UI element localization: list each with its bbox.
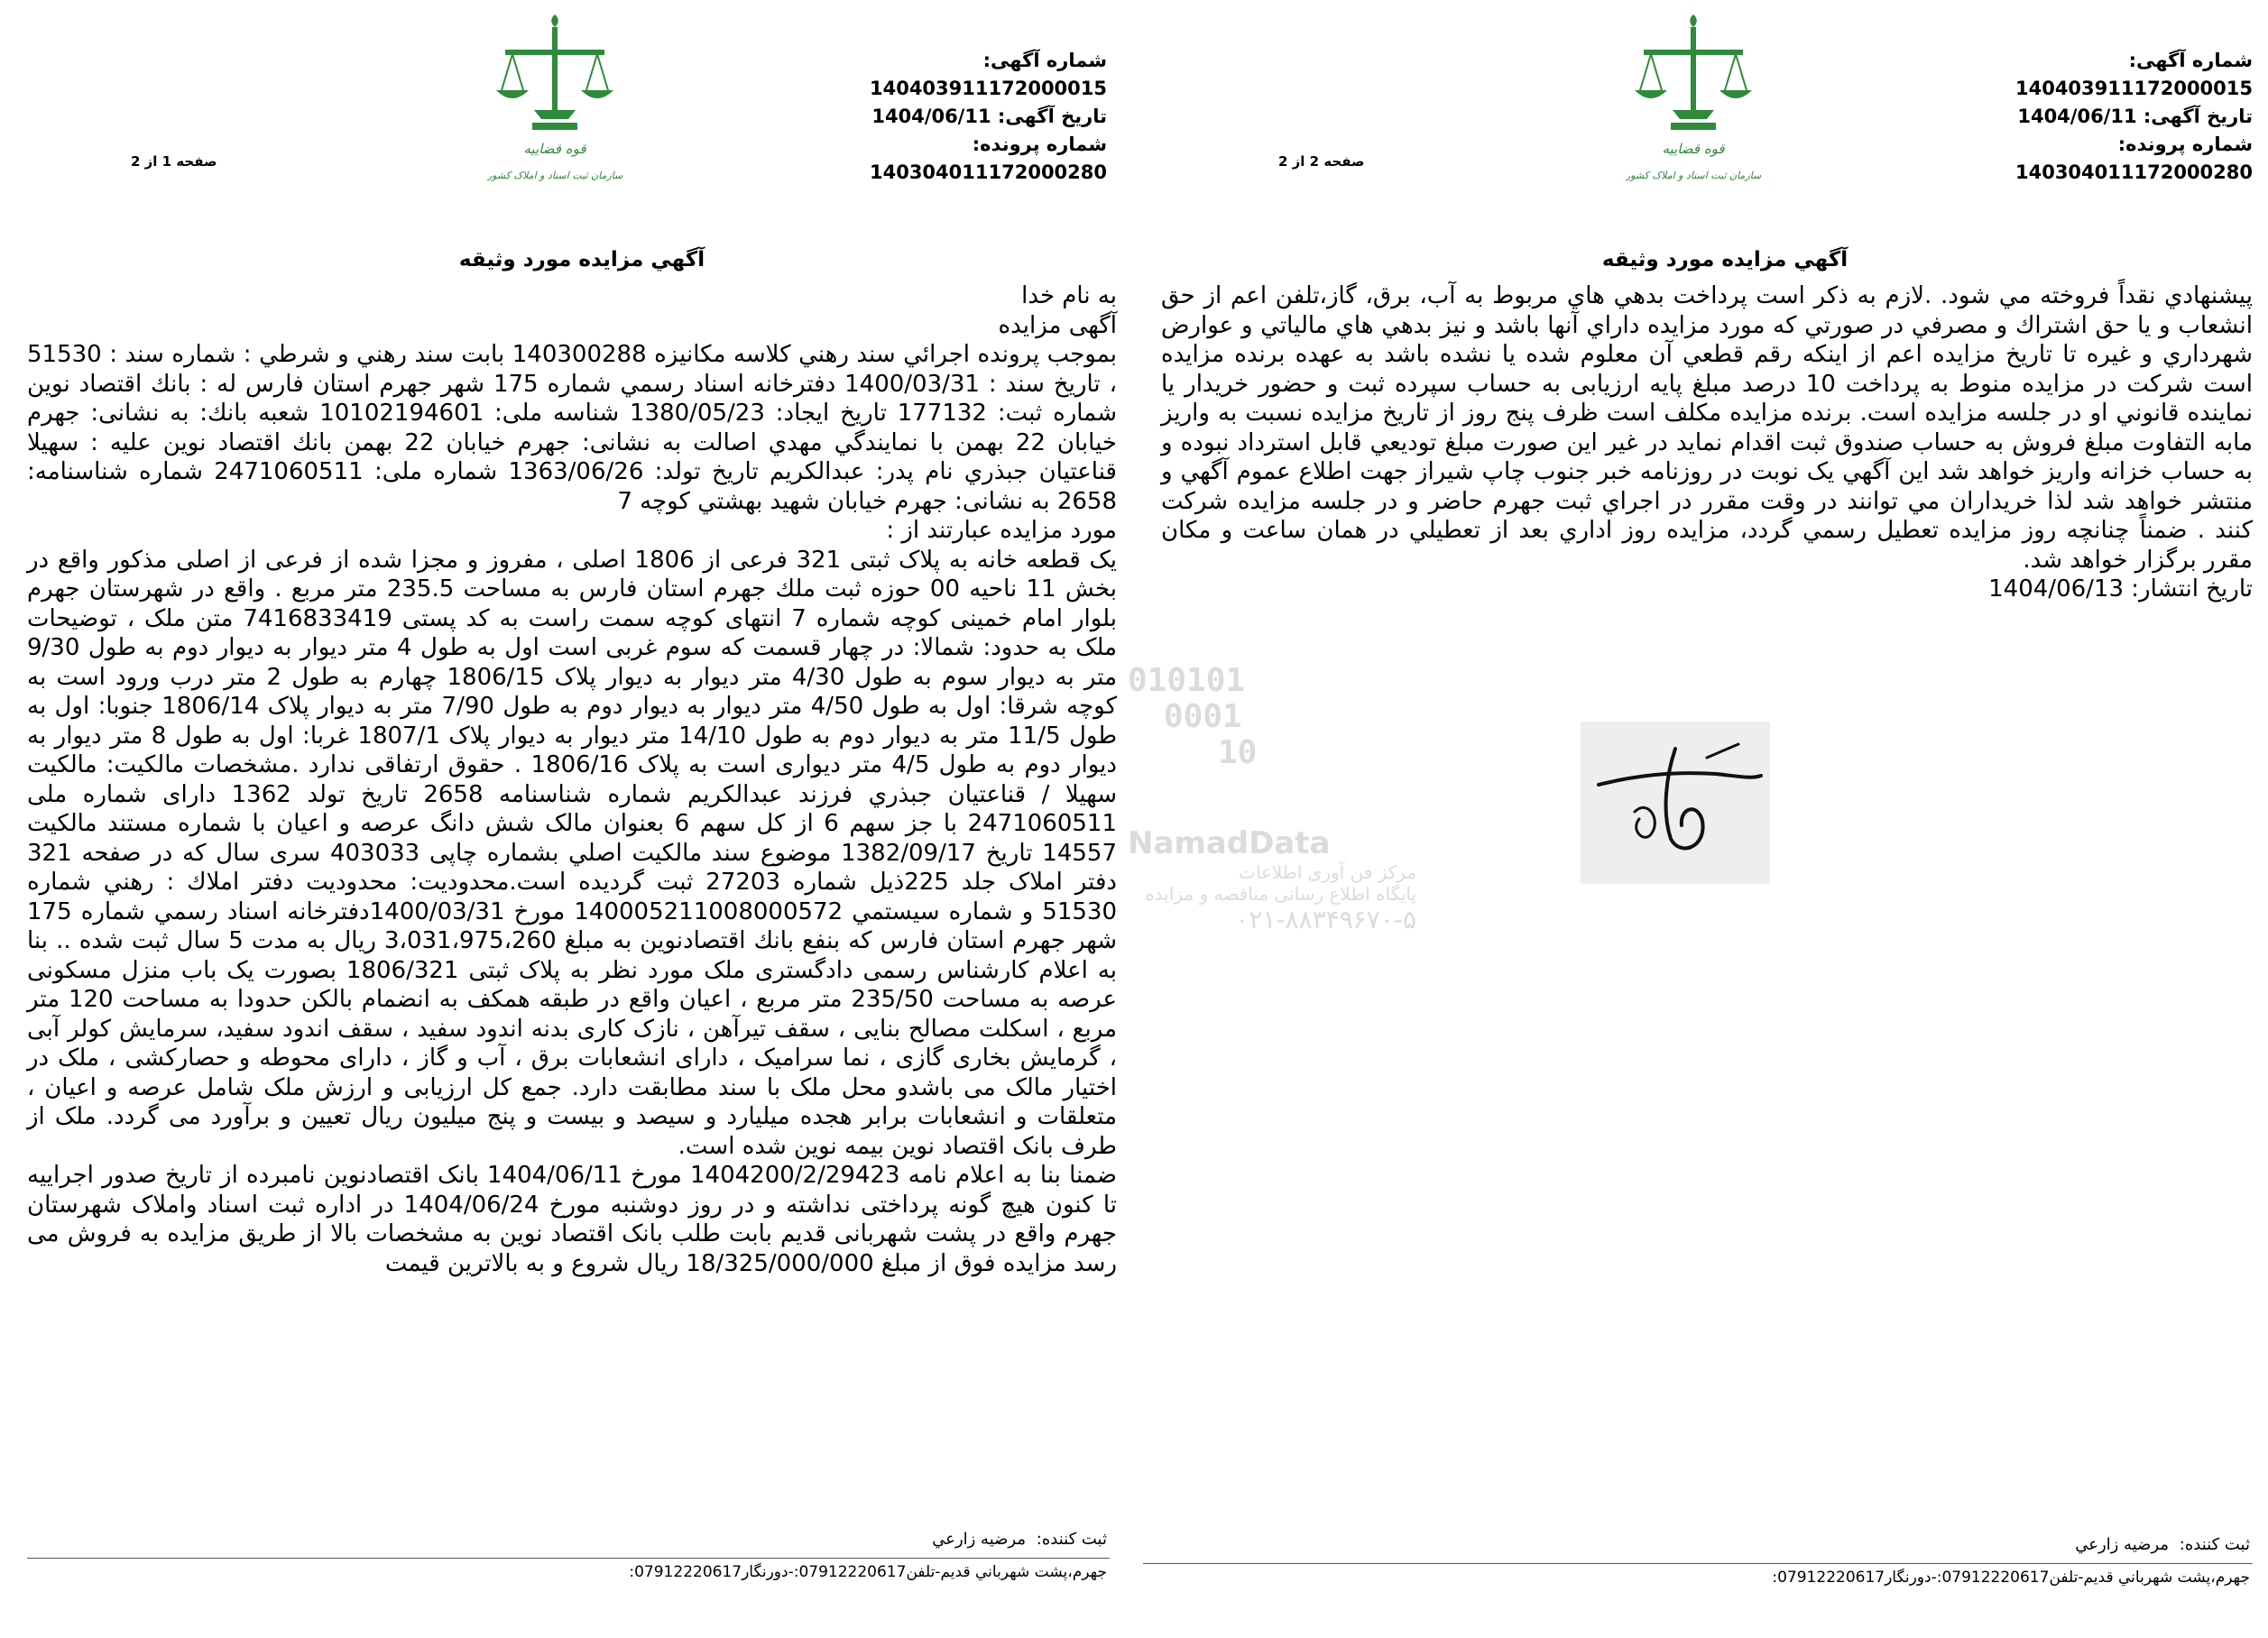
signer-name: مرضيه زارعي [932,1530,1026,1549]
office-address: جهرم،پشت شهرباني قديم-تلفن07912220617:-دورنگار07912220617: [629,1563,1107,1581]
paragraph: يک قطعه خانه به پلاک ثبتی 321 فرعی از 1806 اصلی ، مفروز و مجزا شده از فرعی از اصلی مذکور واقع در بخش 11 ناحيه 00 حوزه ثبت ملك جهرم استان فارس به مساحت 235.5 متر مربع . واقع در شهرستان جهرم بلوار امام خمينی کوچه شماره 7 انتهای کوچه سمت راست به کد پستی 7416833419 متن ملک ، توضیحات ملک به حدود: شمالا: در چهار قسمت که سوم غربی است اول به طول 4 متر ديوار به ديوار دوم به طول 9/30 متر به ديوار سوم به طول 4/30 متر ديوار به ديوار پلاک 1806/15 چهارم به طول 2 متر درب ورود است به کوچه شرقا: اول به طول 4/50 متر ديوار به ديوار دوم به طول 7/90 متر به ديوار پلاک 1806/14 جنوبا: اول به طول 11/5 متر به ديوار دوم به طول 14/10 متر ديوار به ديوار پلاک 1807/1 غربا: اول به طول 8 متر ديوار به ديوار دوم به طول 4/5 متر ديواری است به پلاک 1806/16 . حقوق ارتفاقی ندارد .مشخصات مالکيت: مالکيت سهيلا / قناعتيان جبذري فرزند عبدالكريم شماره شناسنامه 2658 تاريخ تولد 1362 دارای شماره ملی 2471060511 با جز سهم 6 از کل سهم 6 بعنوان مالک شش دانگ عرصه و اعيان با شماره مستند مالکيت 14557 تاريخ 1382/09/17 موضوع سند مالكيت اصلي بشماره چاپی 403033 سری سال که در صفحه 321 دفتر املاک جلد 225ذيل شماره 27203 ثبت گرديده است.محدوديت: محدوديت دفتر املاك : رهني شماره 51530 و شماره سيستمي 140005211008000572 مورخ 1400/03/31دفترخانه اسناد رسمي شماره 175 شهر جهرم استان فارس كه بنفع بانك اقتصادنوين به مبلغ 3،031،975،260 ريال به مدت 5 سال ثبت شده .. بنا به اعلام كارشناس رسمی دادگستری ملک مورد نظر به پلاک ثبتی 1806/321 بصورت یک باب منزل مسکونی عرصه به مساحت 235/50 متر مربع ، اعیان واقع در طبقه همکف به انضمام بالکن حدودا به مساحت 120 متر مربع ، اسکلت مصالح بنایی ، سقف تیرآهن ، نازک کاری بدنه اندود سفید ، سقف اندود سفید، سرمایش کولر آبی ، گرمایش بخاری گازی ، نما سرامیک ، دارای انشعابات برق ، آب و گاز ، دارای محوطه و حصارکشی ، ملک در اختیار مالک می باشدو محل ملک با سند مطابقت دارد. جمع کل ارزیابی و ارزش ملک شامل عرصه و اعیان ، متعلقات و انشعابات برابر هجده میلیارد و سیصد و بیست و پنج میلیون ریال تعیین و برآورد می گردد. ملک از طرف بانک اقتصاد نوین بیمه نوین شده است. [27,546,1118,1160]
header-fields [1910,47,2253,187]
file-number-row: شماره پرونده: 140304011172000280 [869,133,1107,183]
signature-mark [1581,722,1770,884]
page-number: صفحه 1 از 2 [131,153,217,170]
svg-text:سازمان ثبت اسناد و املاک کشور: سازمان ثبت اسناد و املاک کشور [487,170,622,181]
ad-number-row: شماره آگهی: 140403911172000015 [869,50,1107,99]
document-title: آگهي مزايده مورد وثيقه [458,248,705,271]
ad-date-row: تاریخ آگهی: 1404/06/11 [2017,106,2253,127]
page-number: صفحه 2 از 2 [1278,153,1365,170]
judiciary-emblem-icon [487,9,622,203]
file-number-row: شماره پرونده: 140304011172000280 [2014,133,2253,183]
watermark-line: پایگاه اطلاع رسانی مناقصه و مزایده [1145,883,1416,905]
watermark-digits: 0001 [1164,698,1242,735]
auction-body-text [27,281,1117,1278]
office-address: جهرم،پشت شهرباني قديم-تلفن07912220617:-دورنگار07912220617: [1772,1569,2250,1587]
watermark-brand: NamadData [1128,825,1331,861]
svg-text:قوه قضاییه: قوه قضاییه [1662,141,1725,157]
watermark [1128,663,1416,988]
header-fields [764,47,1107,187]
svg-text:قوه قضاییه: قوه قضاییه [523,141,586,157]
signer-label: ثبت كننده: [1036,1530,1107,1549]
paragraph: مورد مزایده عبارتند از : [886,517,1117,544]
footer-divider [27,1558,1110,1559]
watermark-line: مرکز فن آوری اطلاعات [1239,861,1416,883]
judiciary-emblem-icon [1626,9,1761,203]
publish-date: تاريخ انتشار: 1404/06/13 [1988,575,2253,603]
svg-text:سازمان ثبت اسناد و املاک کشور: سازمان ثبت اسناد و املاک کشور [1626,170,1761,181]
paragraph: بموجب پرونده اجرائي سند رهني كلاسه مكانيزه 140300288 بابت سند رهني و شرطي : شماره سند : 51530 ، تاريخ سند : 1400/03/31 دفترخانه اسناد رسمي شماره 175 شهر جهرم استان فارس له : بانك اقتصاد نوين شماره ثبت: 177132 تاريخ ايجاد: 1380/05/23 شناسه ملی: 10102194601 شعبه بانك: به نشانی: جهرم خيابان 22 بهمن با نمايندگي مهدي اصالت به نشانی: جهرم خيابان 22 بهمن بانك اقتصاد نوين عليه : سهيلا قناعتيان جبذري نام پدر: عبدالكريم تاريخ تولد: 1363/06/26 شماره ملی: 2471060511 شماره شناسنامه: 2658 به نشانی: جهرم خيابان شهيد بهشتي كوچه 7 [27,341,1118,515]
paragraph: به نام خدا [1021,282,1117,309]
paragraph: پيشنهادي نقداً فروخته مي شود. .لازم به ذكر است پرداخت بدهي هاي مربوط به آب، برق، گاز،تلفن اعم از حق انشعاب و يا حق اشتراك و مصرفي در صورتي كه مورد مزايده داراي آنها باشد و نيز بدهي هاي مالياتي و عوارض شهرداري و غيره تا تاريخ مزايده اعم از اينكه رقم قطعي آن معلوم شده يا نشده باشد به عهده برنده مزايده است شركت در مزايده منوط به پرداخت 10 درصد مبلغ پايه ارزيابی به حساب سپرده ثبت و حضور خريدار يا نماينده قانوني او در جلسه مزايده است. برنده مزايده مكلف است ظرف پنج روز از تاريخ مزايده نسبت به واريز مابه التفاوت مبلغ فروش به حساب صندوق ثبت اقدام نمايد در غير اين صورت مبلغ توديعي قابل استرداد نبوده و به حساب خزانه واريز خواهد شد اين آگهي يک نوبت در روزنامه خبر جنوب چاپ شيراز جهت اطلاع عموم آگهي و منتشر خواهد شد لذا خريداران مي توانند در وقت مقرر در اجراي ثبت جهرم حاضر و در جلسه مزايده شركت كنند . ضمناً چنانچه روز مزايده تعطيل رسمي گردد، مزايده روز اداري بعد از تعطيلي در همان ساعت و مكان مقرر برگزار خواهد شد. [1161,282,2253,574]
document-title: آگهي مزايده مورد وثيقه [1601,248,1849,271]
watermark-digits: 10 [1218,734,1258,771]
footer-divider [1143,1563,2253,1564]
watermark-digits: 010101 [1128,662,1246,699]
paragraph: آگهی مزایده [998,311,1117,339]
watermark-phone: ۰۲۱-۸۸۳۴۹۶۷۰-۵ [1235,905,1416,934]
signer-name: مرضيه زارعي [2075,1535,2169,1554]
signer-label: ثبت كننده: [2179,1535,2250,1554]
ad-date-row: تاریخ آگهی: 1404/06/11 [871,106,1107,127]
paragraph: ضمنا بنا به اعلام نامه 1404200/2/29423 مورخ 1404/06/11 بانک اقتصادنوین نامبرده از تاریخ صدور اجراییه تا کنون هیچ گونه پرداختی نداشته و در روز دوشنبه مورخ 1404/06/24 در اداره ثبت اسناد واملاک شهرستان جهرم واقع در پشت شهربانی قدیم بابت طلب بانک اقتصاد نوین به مشخصات بالا از طریق مزایده به فروش می رسد مزايده فوق از مبلغ 18/325/000/000 ريال شروع و به بالاترين قيمت [27,1162,1117,1277]
ad-number-row: شماره آگهی: 140403911172000015 [2014,50,2253,99]
auction-body-text [1161,281,2253,604]
